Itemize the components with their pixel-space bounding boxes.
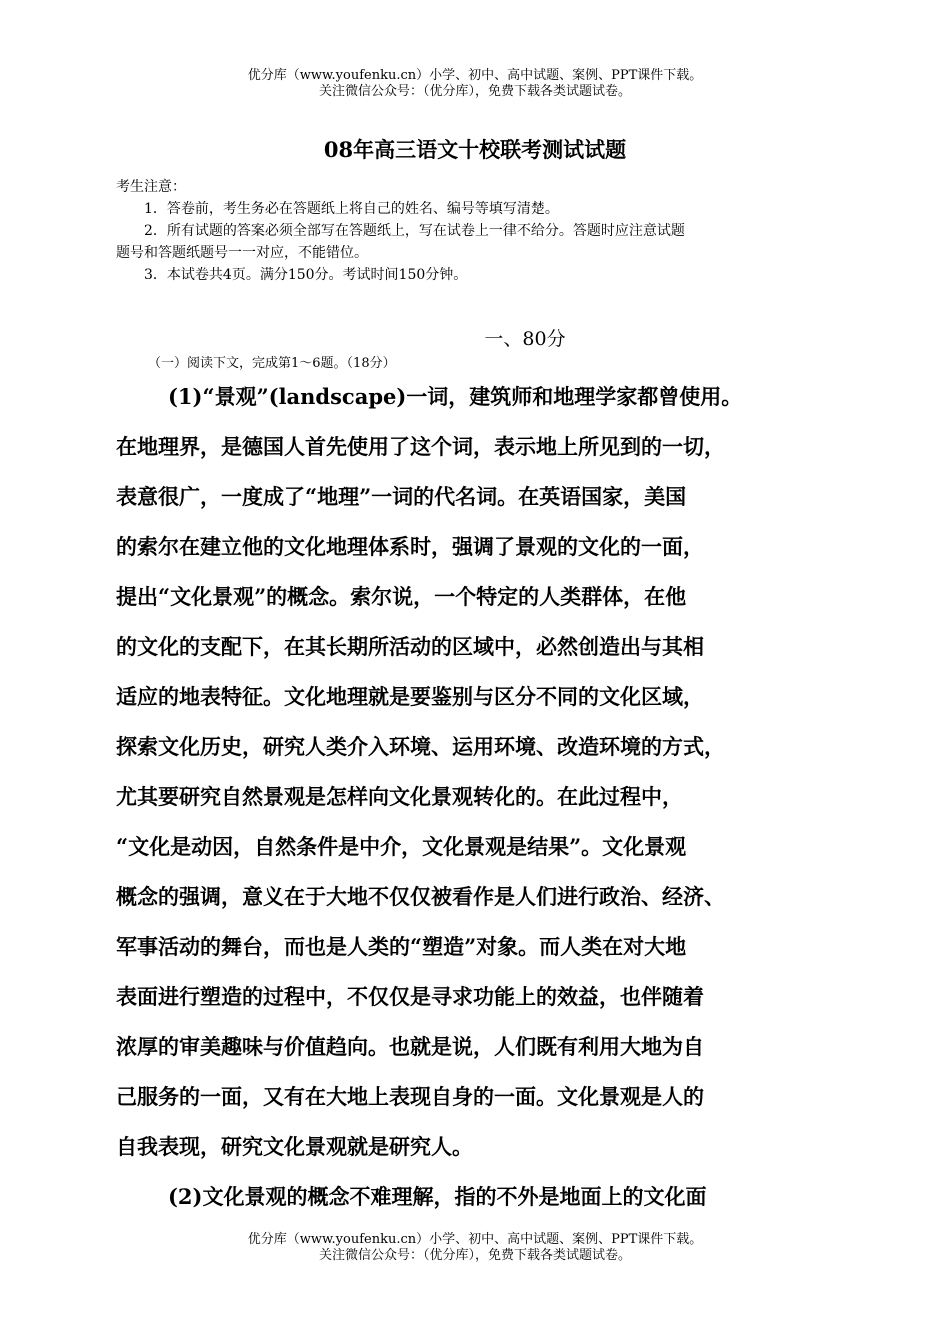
passage-line: 自我表现，研究文化景观就是研究人。 xyxy=(116,1134,473,1159)
header-line-2: 关注微信公众号：（优分库），免费下载各类试题试卷。 xyxy=(318,84,631,99)
section-heading: 一、80分 xyxy=(484,328,566,350)
footer-line-1: 优分库（www.youfenku.cn）小学、初中、高中试题、案例、PPT课件下载。 xyxy=(247,1232,703,1247)
notice-item-1: 1．答卷前，考生务必在答题纸上将自己的姓名、编号等填写清楚。 xyxy=(144,201,559,217)
passage-line: (2)文化景观的概念不难理解，指的不外是地面上的文化面 xyxy=(168,1184,707,1209)
notice-item-3: 3．本试卷共4页。满分150分。考试时间150分钟。 xyxy=(144,267,468,283)
reading-passage xyxy=(116,372,854,1222)
passage-line: 表意很广，一度成了“地理”一词的代名词。在英语国家，美国 xyxy=(116,484,687,509)
notice-item-2-line-2: 题号和答题纸题号一一对应，不能错位。 xyxy=(116,245,368,261)
passage-line: 提出“文化景观”的概念。索尔说，一个特定的人类群体，在他 xyxy=(116,584,687,609)
notice-heading: 考生注意： xyxy=(116,179,186,195)
passage-line: 浓厚的审美趣味与价值趋向。也就是说，人们既有利用大地为自 xyxy=(116,1034,704,1059)
passage-line: “文化是动因，自然条件是中介，文化景观是结果”。文化景观 xyxy=(116,834,687,859)
passage-line: 的文化的支配下，在其长期所活动的区域中，必然创造出与其相 xyxy=(116,634,704,659)
page-footer xyxy=(0,1232,950,1264)
notice-item-2-line-1: 2．所有试题的答案必须全部写在答题纸上，写在试卷上一律不给分。答题时应注意试题 xyxy=(144,223,685,239)
exam-notice xyxy=(116,176,841,286)
passage-line: (1)“景观”(landscape)一词，建筑师和地理学家都曾使用。 xyxy=(168,384,743,409)
passage-line: 军事活动的舞台，而也是人类的“塑造”对象。而人类在对大地 xyxy=(116,934,687,959)
page-title: 08年高三语文十校联考测试试题 xyxy=(323,137,627,162)
passage-line: 尤其要研究自然景观是怎样向文化景观转化的。在此过程中， xyxy=(116,784,683,809)
passage-line: 概念的强调，意义在于大地不仅仅被看作是人们进行政治、经济、 xyxy=(116,884,725,909)
passage-line: 探索文化历史，研究人类介入环境、运用环境、改造环境的方式， xyxy=(116,734,725,759)
header-line-1: 优分库（www.youfenku.cn）小学、初中、高中试题、案例、PPT课件下载。 xyxy=(247,68,703,83)
passage-line: 的索尔在建立他的文化地理体系时，强调了景观的文化的一面， xyxy=(116,534,704,559)
passage-line: 表面进行塑造的过程中，不仅仅是寻求功能上的效益，也伴随着 xyxy=(116,984,704,1009)
passage-line: 己服务的一面，又有在大地上表现自身的一面。文化景观是人的 xyxy=(116,1084,704,1109)
passage-line: 适应的地表特征。文化地理就是要鉴别与区分不同的文化区域， xyxy=(116,684,704,709)
page-header xyxy=(0,68,950,100)
question-instruction: （一）阅读下文，完成第1～6题。（18分） xyxy=(148,356,396,371)
passage-line: 在地理界，是德国人首先使用了这个词，表示地上所见到的一切， xyxy=(116,434,725,459)
footer-line-2: 关注微信公众号：（优分库），免费下载各类试题试卷。 xyxy=(318,1248,631,1263)
